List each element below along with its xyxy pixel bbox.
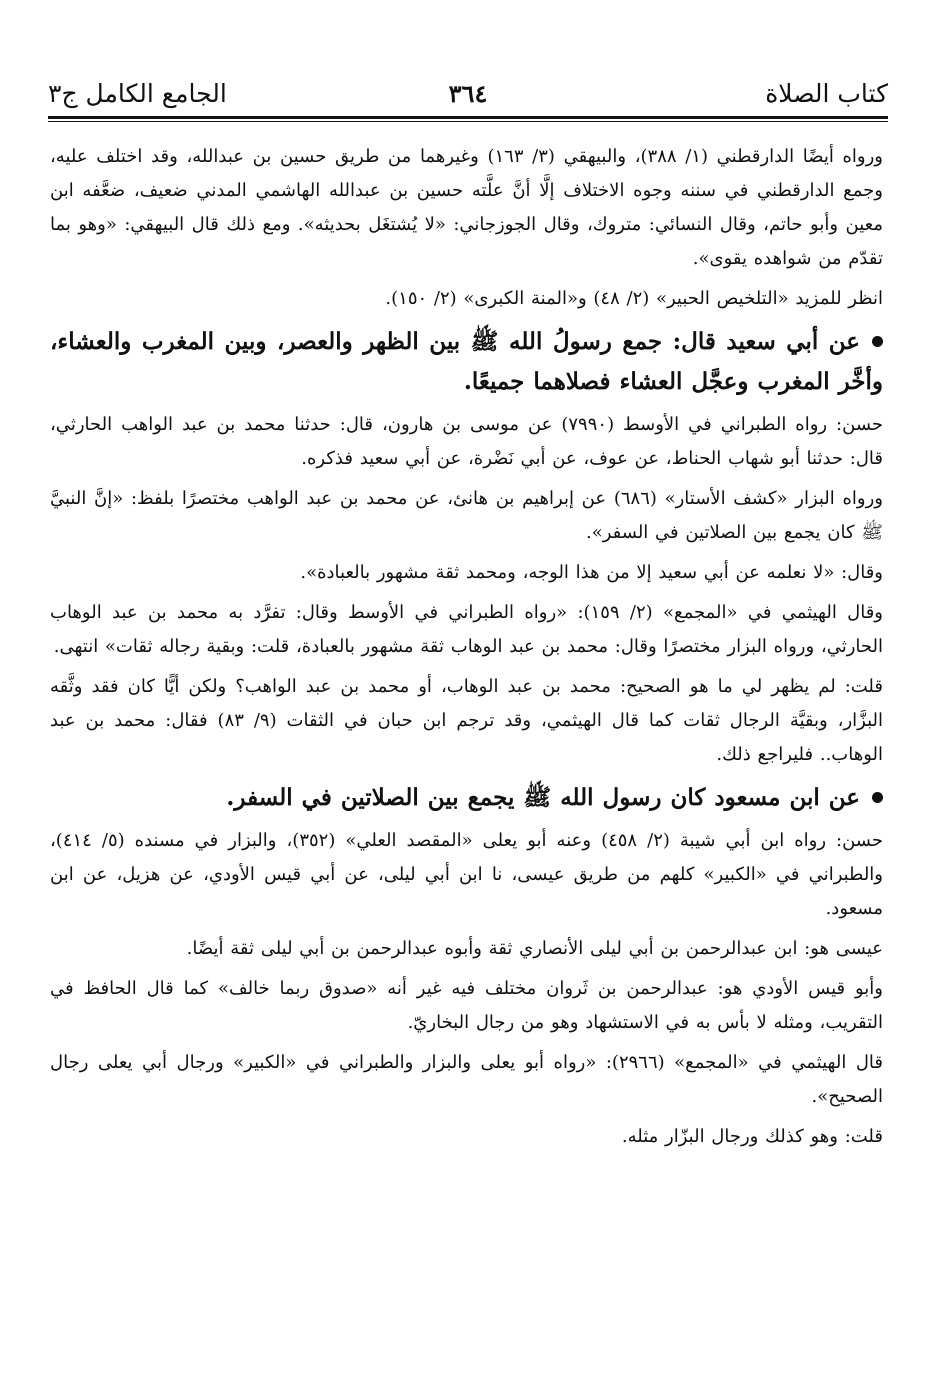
- running-header: [48, 72, 888, 120]
- hadith-text: عن أبي سعيد قال: جمع رسولُ الله ﷺ بين الظهر والعصر، وبين المغرب والعشاء، وأخَّر المغرب وعجَّل العشاء فصلاهما جميعًا.: [50, 328, 883, 395]
- hadith-ibn-masud: [50, 778, 883, 818]
- paragraph-bazzar: ورواه البزار «كشف الأستار» (٦٨٦) عن إبراهيم بن هانئ، عن محمد بن عبد الواهب مختصرًا بلفظ: «إنَّ النبيَّ ﷺ كان يجمع بين الصلاتين في السفر».: [50, 488, 884, 543]
- paragraph-isa: عيسى هو: ابن عبدالرحمن بن أبي ليلى الأنصاري ثقة وأبوه عبدالرحمن بن أبي ليلى ثقة أيضًا.: [186, 938, 883, 959]
- paragraph-daraqutni: ورواه أيضًا الدارقطني (١/ ٣٨٨)، والبيهقي (٣/ ١٦٣) وغيرهما من طريق حسين بن عبدالله، وقد اختلف عليه، وجمع الدارقطني في سننه وجوه الاختلاف إلَّا أنَّ علَّته حسين بن عبدالله الهاشمي المدني ضعيف، ضعَّفه ابن معين وأبو حاتم، وقال النسائي: متروك، وقال الجوزجاني: «لا يُشتغَل بحديثه». ومع ذلك قال البيهقي: «وهو بما تقدّم من شواهده يقوى».: [50, 146, 883, 269]
- bullet-icon: [872, 792, 883, 803]
- hadith-text: عن ابن مسعود كان رسول الله ﷺ يجمع بين الصلاتين في السفر.: [226, 784, 860, 811]
- paragraph-tabarani: حسن: رواه الطبراني في الأوسط (٧٩٩٠) عن موسى بن هارون، قال: حدثنا محمد بن عبد الواهب الحارثي، قال: حدثنا أبو شهاب الحناط، عن عوف، عن أبي نَضْرة، عن أبي سعيد فذكره.: [50, 414, 884, 469]
- page-body: [50, 140, 883, 1154]
- hadith-abu-said: [50, 322, 883, 402]
- bullet-icon: [872, 336, 883, 347]
- paragraph-haythami-majma: قال الهيثمي في «المجمع» (٢٩٦٦): «رواه أبو يعلى والبزار والطبراني في «الكبير» ورجال أبي يعلى رجال الصحيح».: [50, 1052, 883, 1107]
- paragraph-abu-qays: وأبو قيس الأودي هو: عبدالرحمن بن ثَروان مختلف فيه غير أنه «صدوق ربما خالف» كما قال الحافظ في التقريب، ومثله لا بأس به في الاستشهاد وهو من رجال البخاريّ.: [50, 978, 883, 1033]
- paragraph-haythami: وقال الهيثمي في «المجمع» (٢/ ١٥٩): «رواه الطبراني في الأوسط وقال: تفرَّد به محمد بن عبد الوهاب الحارثي، ورواه البزار مختصرًا وقال: محمد بن عبد الوهاب ثقة مشهور بالعبادة، قلت: وبقية رجاله ثقات» انتهى.: [50, 602, 883, 657]
- paragraph-comment: قلت: لم يظهر لي ما هو الصحيح: محمد بن عبد الوهاب، أو محمد بن عبد الواهب؟ ولكن أيًّا كان فقد وثَّقه البزَّار، وبقيَّة الرجال ثقات كما قال الهيثمي، وقد ترجم ابن حبان في الثقات (٩/ ٨٣) فقال: محمد بن عبد الوهاب.. فليراجع ذلك.: [50, 676, 883, 765]
- book-title: الجامع الكامل ج٣: [48, 79, 227, 108]
- paragraph-final-comment: قلت: وهو كذلك ورجال البزّار مثله.: [621, 1126, 883, 1147]
- paragraph-bazzar-said: وقال: «لا نعلمه عن أبي سعيد إلا من هذا الوجه، ومحمد ثقة مشهور بالعبادة».: [300, 562, 883, 583]
- page-number: ٣٦٤: [448, 79, 488, 108]
- header-rule: [48, 116, 888, 119]
- paragraph-ibn-abi-shayba: حسن: رواه ابن أبي شيبة (٢/ ٤٥٨) وعنه أبو يعلى «المقصد العلي» (٣٥٢)، والبزار في مسنده (٥/ ٤١٤)، والطبراني في «الكبير» كلهم من طريق عيسى، نا ابن أبي ليلى، عن أبي قيس الأودي، عن هزيل، عن ابن مسعود.: [50, 830, 883, 919]
- section-title: كتاب الصلاة: [765, 79, 888, 108]
- paragraph-see-more: انظر للمزيد «التلخيص الحبير» (٢/ ٤٨) و«المنة الكبرى» (٢/ ١٥٠).: [385, 288, 883, 309]
